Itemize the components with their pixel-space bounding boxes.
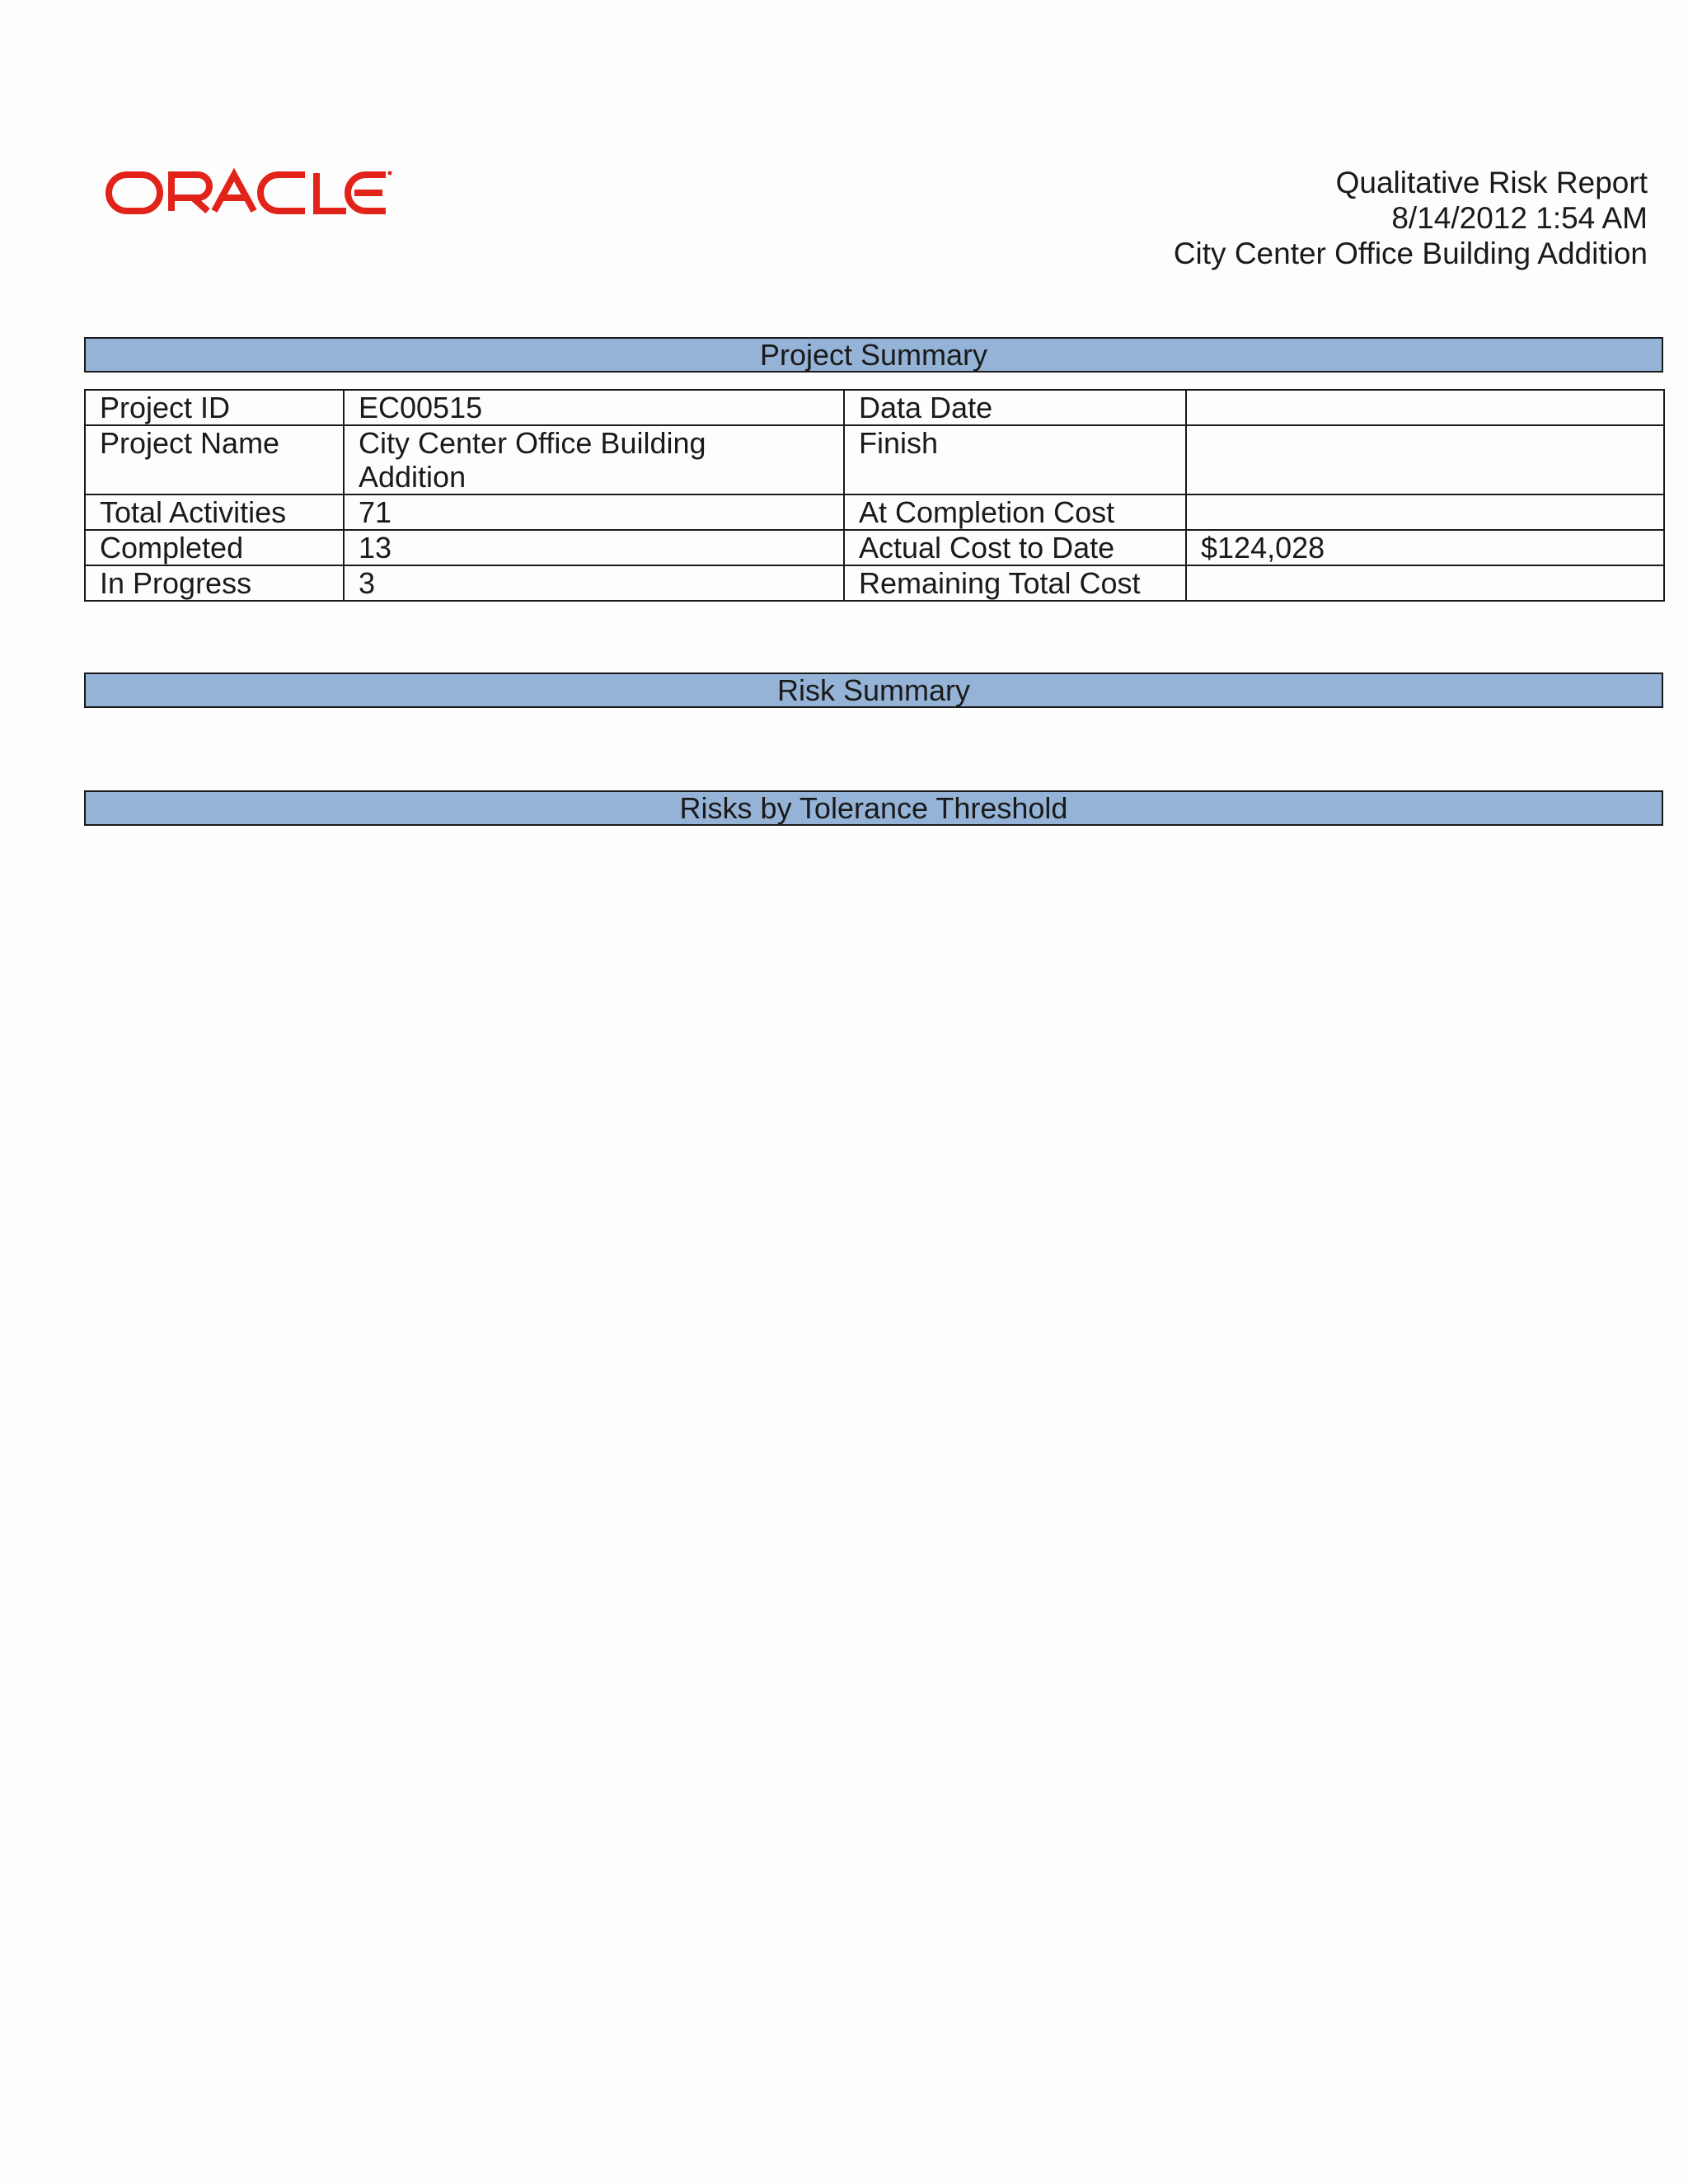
table-row: [85, 390, 1664, 425]
table-row: [85, 530, 1664, 565]
project-summary-heading: Project Summary: [84, 337, 1663, 373]
row-value: 13: [344, 530, 844, 565]
row-value: [1186, 494, 1664, 530]
row-value: [1186, 565, 1664, 601]
table-row: [85, 425, 1664, 494]
oracle-logo: [106, 168, 392, 219]
risks-by-threshold-heading: Risks by Tolerance Threshold: [84, 790, 1663, 826]
row-value: 71: [344, 494, 844, 530]
report-project-name: City Center Office Building Addition: [1173, 237, 1648, 270]
row-label: In Progress: [85, 565, 344, 601]
table-row: [85, 565, 1664, 601]
row-label: At Completion Cost: [844, 494, 1186, 530]
row-value: [1186, 390, 1664, 425]
row-label: Project Name: [85, 425, 344, 494]
row-value: [1186, 425, 1664, 494]
row-label: Data Date: [844, 390, 1186, 425]
project-summary-table: [84, 389, 1665, 602]
table-row: [85, 494, 1664, 530]
row-label: Remaining Total Cost: [844, 565, 1186, 601]
report-header: [906, 165, 1648, 271]
report-title: Qualitative Risk Report: [1335, 166, 1648, 199]
row-value: City Center Office Building Addition: [344, 425, 844, 494]
risk-summary-heading: Risk Summary: [84, 673, 1663, 708]
row-label: Completed: [85, 530, 344, 565]
row-label: Actual Cost to Date: [844, 530, 1186, 565]
row-value: EC00515: [344, 390, 844, 425]
row-value: $124,028: [1186, 530, 1664, 565]
row-label: Project ID: [85, 390, 344, 425]
row-label: Finish: [844, 425, 1186, 494]
row-label: Total Activities: [85, 494, 344, 530]
report-datetime: 8/14/2012 1:54 AM: [1391, 201, 1648, 235]
row-value: 3: [344, 565, 844, 601]
